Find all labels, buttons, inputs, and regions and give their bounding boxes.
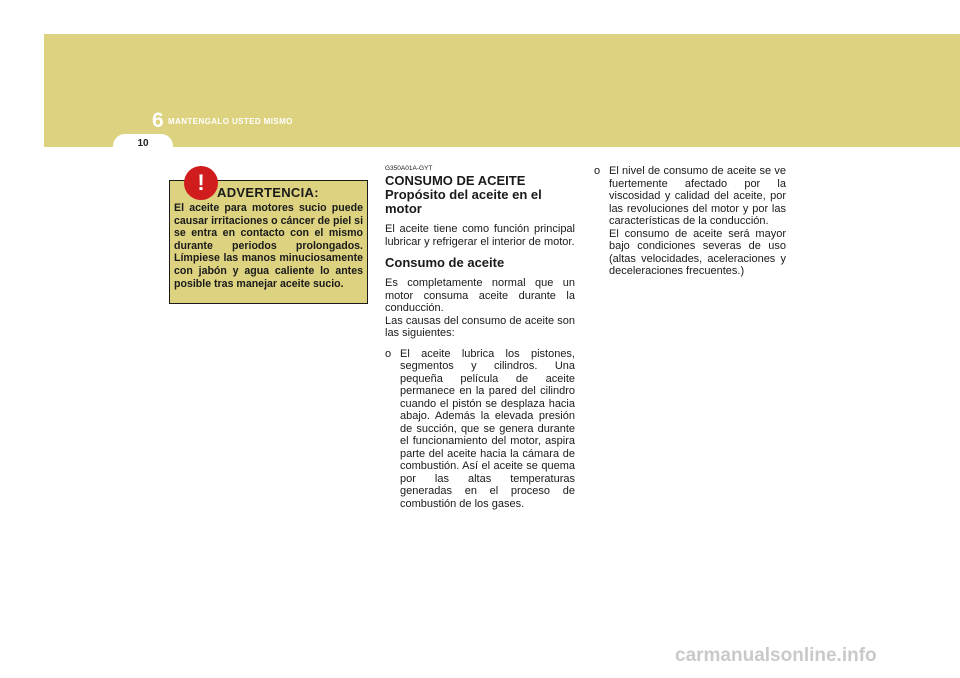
warning-body: El aceite para motores sucio puede causar irritaciones o cáncer de piel si se entra en contacto con el mismo durante periodos prolongados. Límpiese las manos minuciosamente con jabón y agua caliente lo antes posible tras manejar aceite sucio. bbox=[174, 202, 364, 290]
causes-text: Las causas del consumo de aceite son las siguientes: bbox=[385, 314, 575, 339]
bullet-item bbox=[594, 165, 786, 228]
section-subtitle: Propósito del aceite en el motor bbox=[385, 187, 542, 216]
bullet-text: El nivel de consumo de aceite se ve fuertemente afectado por la viscosidad y calidad del aceite, por las revoluciones del motor y por las características de la conducción. bbox=[609, 165, 786, 227]
section-title: CONSUMO DE ACEITE bbox=[385, 173, 526, 188]
bullet-marker: o bbox=[594, 165, 601, 177]
warning-title: ADVERTENCIA: bbox=[217, 185, 319, 200]
purpose-text: El aceite tiene como función principal lubricar y refrigerar el interior de motor. bbox=[385, 223, 575, 248]
chapter-number: 6 bbox=[152, 109, 164, 132]
chapter-title: MANTENGALO USTED MISMO bbox=[168, 117, 293, 126]
section-code: G350A01A-GYT bbox=[385, 165, 433, 172]
watermark: carmanualsonline.info bbox=[675, 645, 877, 666]
bullet-text: El aceite lubrica los pistones, segmentos y cilindros. Una pequeña película de aceite permanece en la pared del cilindro cuando el pistón se desplaza hacia abajo. Además la elevada presión de succión, que se genera durante el funcionamiento del motor, aspira parte del aceite hacia la cámara de combustión. Así el aceite se quema por las altas temperaturas generadas en el proceso de combustión de los gases. bbox=[400, 347, 575, 510]
bullet-item bbox=[385, 348, 575, 511]
consumption-heading: Consumo de aceite bbox=[385, 255, 505, 270]
bullet-marker: o bbox=[385, 347, 392, 360]
page-number: 10 bbox=[137, 138, 149, 149]
warning-icon: ! bbox=[184, 166, 218, 200]
main-column bbox=[385, 165, 575, 510]
consumption-text: Es completamente normal que un motor consuma aceite durante la conducción. bbox=[385, 277, 575, 314]
right-column bbox=[594, 165, 786, 278]
header-band bbox=[44, 34, 960, 147]
bullet-continuation: El consumo de aceite será mayor bajo condiciones severas de uso (altas velocidades, aceleraciones y deceleraciones frecuentes.) bbox=[609, 227, 786, 277]
